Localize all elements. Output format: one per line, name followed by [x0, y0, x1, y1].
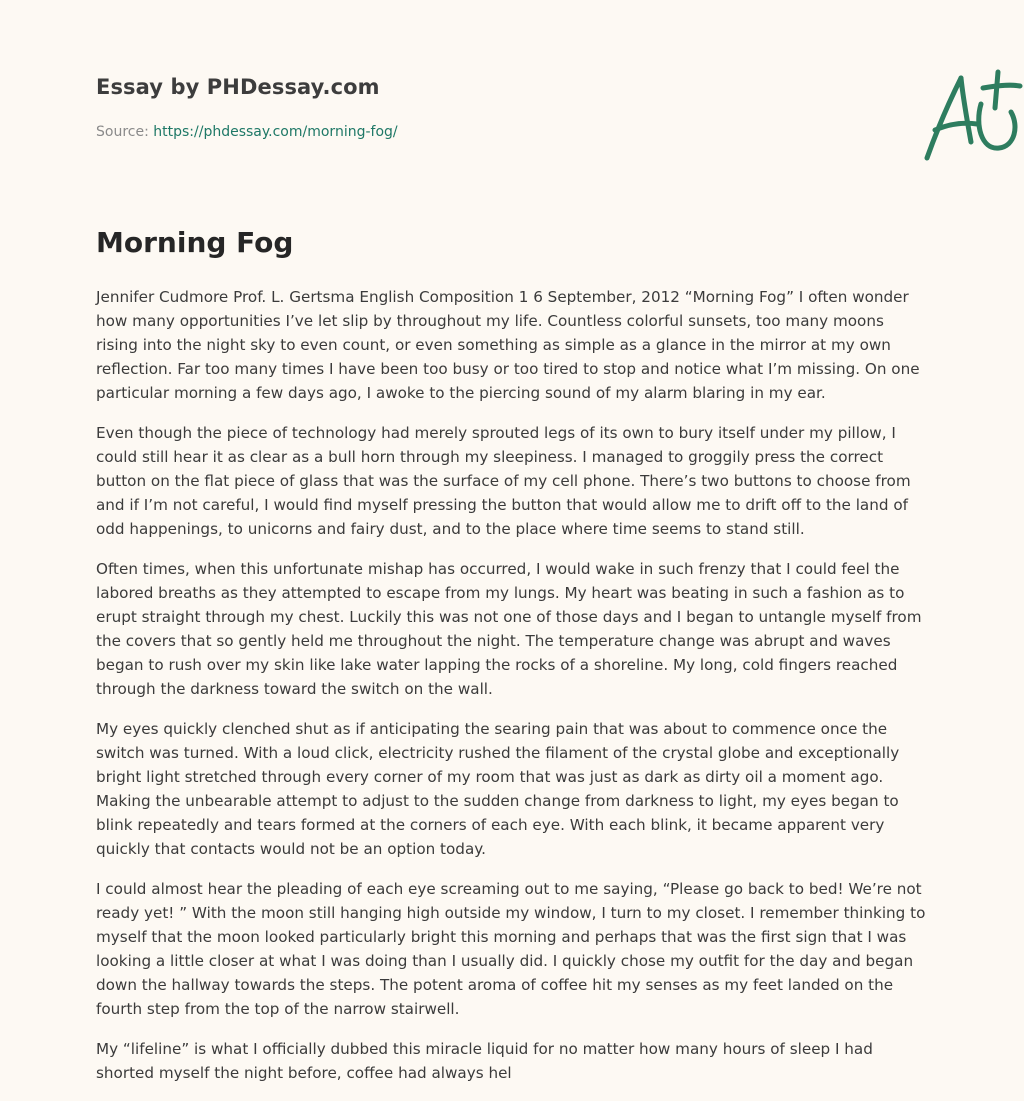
essay-paragraph: Even though the piece of technology had merely sprouted legs of its own to bury itself under my pillow, I could still hear it as clear as a bull horn through my sleepiness. I managed to groggily press the correct button on the flat piece of glass that was the surface of my cell phone. There’s two buttons to choose from and if I’m not careful, I would find myself pressing the button that would allow me to drift off to the land of odd happenings, to unicorns and fairy dust, and to the place where time seems to stand still.	[96, 424, 911, 538]
site-title: Essay by PHDessay.com	[96, 75, 380, 99]
essay-paragraph: Often times, when this unfortunate mishap has occurred, I would wake in such frenzy that I could feel the labored breaths as they attempted to escape from my lungs. My heart was beating in such a fashion as to erupt straight through my chest. Luckily this was not one of those days and I began to untangle myself from the covers that so gently held me throughout the night. The temperature change was abrupt and waves began to rush over my skin like lake water lapping the rocks of a shoreline. My long, cold fingers reached through the darkness toward the switch on the wall.	[96, 560, 922, 698]
essay-paragraph: I could almost hear the pleading of each eye screaming out to me saying, “Please go back to bed! We’re not ready yet! ” With the moon still hanging high outside my window, I turn to my closet. I remember thinking to myself that the moon looked particularly bright this morning and perhaps that was the first sign that I was looking a little closer at what I was doing than I usually did. I quickly chose my outfit for the day and began down the hallway towards the steps. The potent aroma of coffee hit my senses as my feet landed on the fourth step from the top of the narrow stairwell.	[96, 880, 926, 1018]
essay-paragraph: My “lifeline” is what I officially dubbed this miracle liquid for no matter how many hours of sleep I had shorted myself the night before, coffee had always hel	[96, 1040, 873, 1082]
source-label: Source:	[96, 124, 154, 140]
essay-title: Morning Fog	[96, 226, 294, 259]
essay-paragraph: Jennifer Cudmore Prof. L. Gertsma English Composition 1 6 September, 2012 “Morning Fog” I often wonder how many opportunities I’ve let slip by throughout my life. Countless colorful sunsets, too many moons rising into the night sky to even count, or even something as simple as a glance in the mirror at my own reflection. Far too many times I have been too busy or too tired to stop and notice what I’m missing. On one particular morning a few days ago, I awoke to the piercing sound of my alarm blaring in my ear.	[96, 288, 920, 402]
essay-paragraph: My eyes quickly clenched shut as if anticipating the searing pain that was about to commence once the switch was turned. With a loud click, electricity rushed the filament of the crystal globe and exceptionally bright light stretched through every corner of my room that was just as dark as dirty oil a moment ago. Making the unbearable attempt to adjust to the sudden change from darkness to light, my eyes began to blink repeatedly and tears formed at the corners of each eye. With each blink, it became apparent very quickly that contacts would not be an option today.	[96, 720, 900, 858]
essay-body	[96, 285, 928, 1101]
source-line	[96, 124, 398, 140]
a-plus-logo-icon	[919, 68, 1023, 164]
source-link[interactable]: https://phdessay.com/morning-fog/	[153, 124, 398, 140]
